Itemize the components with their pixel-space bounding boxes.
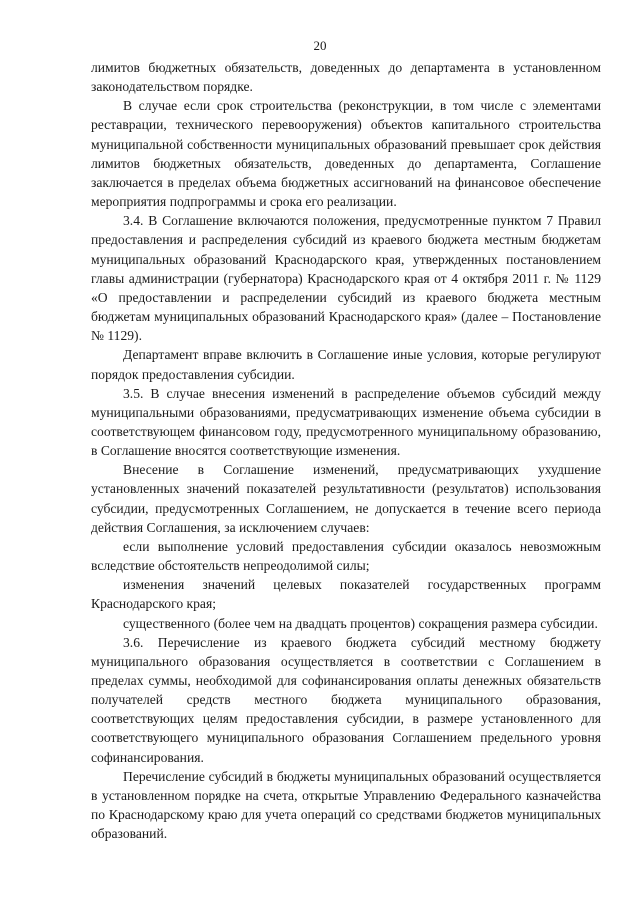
paragraph-exception-target-indicators: изменения значений целевых показателей государственных программ Краснодарского края; bbox=[91, 577, 601, 612]
paragraph-3-6: 3.6. Перечисление из краевого бюджета субсидий местному бюджету муниципального образования осуществляется в соответствии с Соглашением в пределах суммы, необходимой для софинансирования оплаты денежных обязательств получателей средств местного бюджета муниципального образования, соответствующих целям предоставления субсидии, в размере установленного для соответствующего муниципального образования Соглашением предельного уровня софинансирования. bbox=[91, 634, 601, 765]
paragraph-exception-subsidy-reduction: существенного (более чем на двадцать процентов) сокращения размера субсидии. bbox=[123, 615, 598, 631]
paragraph-amendments: Внесение в Соглашение изменений, предусматривающих ухудшение установленных значений показателей результативности (результатов) использования субсидии, предусмотренных Соглашением, не допускается в течение всего периода действия Соглашения, за исключением случаев: bbox=[91, 462, 601, 535]
paragraph-other-conditions: Департамент вправе включить в Соглашение иные условия, которые регулируют порядок предоставления субсидии. bbox=[91, 347, 601, 382]
paragraph-3-4: 3.4. В Соглашение включаются положения, предусмотренные пунктом 7 Правил предоставления и распределения субсидий из краевого бюджета местным бюджетам муниципальных образований Краснодарского края, утвержденных постановлением главы администрации (губернатора) Краснодарского края от 4 октября 2011 г. № 1129 «О предоставлении и распределении субсидий из краевого бюджета местным бюджетам муниципальных образований Краснодарского края» (далее – Постановление № 1129). bbox=[91, 213, 601, 344]
page-number: 20 bbox=[313, 38, 327, 53]
paragraph-continuation: лимитов бюджетных обязательств, доведенных до департамента в установленном законодательством порядке. bbox=[91, 60, 601, 95]
document-body bbox=[91, 58, 601, 843]
paragraph-transfer-accounts: Перечисление субсидий в бюджеты муниципальных образований осуществляется в установленном порядке на счета, открытые Управлению Федерального казначейства по Краснодарскому краю для учета операций со средствами бюджетов муниципальных образований. bbox=[91, 768, 601, 842]
paragraph-construction-term: В случае если срок строительства (реконструкции, в том числе с элементами реставрации, технического перевооружения) объектов капитального строительства муниципальной собственности муниципальных образований превышает срок действия лимитов бюджетных обязательств, доведенных до департамента, Соглашение заключается в пределах объема бюджетных ассигнований на финансовое обеспечение мероприятия подпрограммы и срока его реализации. bbox=[91, 98, 601, 210]
paragraph-3-5: 3.5. В случае внесения изменений в распределение объемов субсидий между муниципальными образованиями, предусматривающих изменение объема субсидии в соответствующем финансовом году, предусмотренного муниципальному образованию, в Соглашение вносятся соответствующие изменения. bbox=[91, 385, 601, 459]
paragraph-exception-force-majeure: если выполнение условий предоставления субсидии оказалось невозможным вследствие обстоятельств непреодолимой силы; bbox=[91, 538, 601, 574]
